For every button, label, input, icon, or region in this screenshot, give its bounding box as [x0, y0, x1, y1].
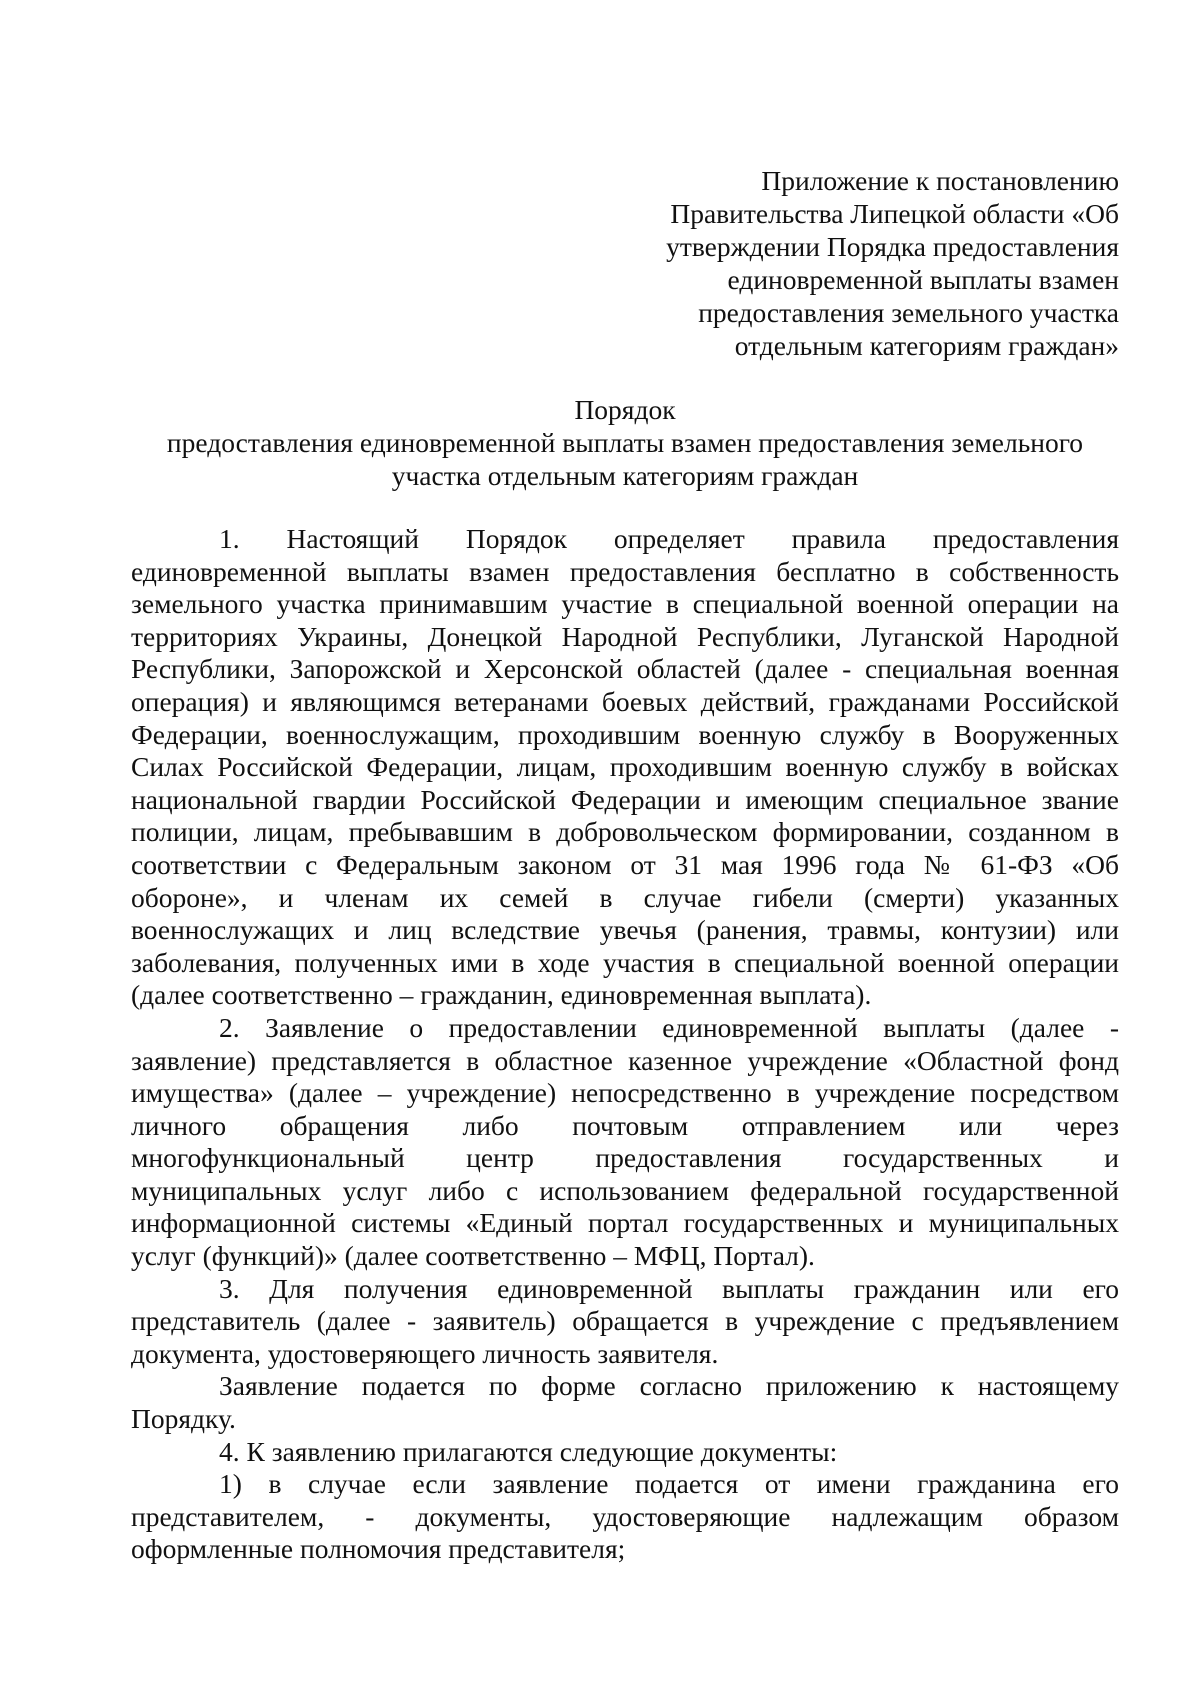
- paragraph-1-line: земельного участка принимавшим участие в специальной военной операции на: [131, 588, 1119, 620]
- paragraph-2-line: муниципальных услуг либо с использованием федеральной государственной: [131, 1174, 1119, 1206]
- document-body: [131, 523, 1119, 1566]
- paragraph-1-line: операция) и являющимся ветеранами боевых действий, гражданами Российской: [131, 685, 1119, 717]
- subitem-1-line: 1) в случае если заявление подается от имени гражданина его: [219, 1468, 1119, 1500]
- document-title: [131, 393, 1119, 492]
- paragraph-2-line: 2. Заявление о предоставлении единовременной выплаты (далее -: [219, 1011, 1119, 1043]
- paragraph-1-line: национальной гвардии Российской Федерации и имеющим специальное звание: [131, 783, 1119, 815]
- paragraph-2-line: заявление) представляется в областное казенное учреждение «Областной фонд: [131, 1044, 1119, 1076]
- paragraph-3-line: представитель (далее - заявитель) обращается в учреждение с предъявлением: [131, 1305, 1119, 1337]
- title-heading: Порядок: [574, 394, 676, 425]
- paragraph-1-line: (далее соответственно – гражданин, единовременная выплата).: [131, 979, 872, 1011]
- paragraph-1-line: Федерации, военнослужащим, проходившим военную службу в Вооруженных: [131, 718, 1119, 750]
- paragraph-1-line: соответствии с Федеральным законом от 31 мая 1996 года № 61-ФЗ «Об: [131, 848, 1119, 880]
- paragraph-1-line: военнослужащих и лиц вследствие увечья (ранения, травмы, контузии) или: [131, 914, 1119, 946]
- paragraph-1-line: обороне», и членам их семей в случае гибели (смерти) указанных: [131, 881, 1119, 913]
- appendix-line: Правительства Липецкой области «Об: [670, 198, 1119, 229]
- paragraph-1-line: 1. Настоящий Порядок определяет правила предоставления: [219, 523, 1119, 554]
- title-subtitle-line: предоставления единовременной выплаты взамен предоставления земельного: [166, 427, 1084, 458]
- paragraph-3b-line: Заявление подается по форме согласно приложению к настоящему: [219, 1370, 1119, 1402]
- subitem-1-line: оформленные полномочия представителя;: [131, 1533, 626, 1565]
- paragraph-2-line: многофункциональный центр предоставления государственных и: [131, 1142, 1119, 1174]
- paragraph-1-line: территориях Украины, Донецкой Народной Республики, Луганской Народной: [131, 620, 1119, 652]
- paragraph-2-line: личного обращения либо почтовым отправлением или через: [131, 1109, 1119, 1141]
- paragraph-1-line: полиции, лицам, пребывавшим в добровольческом формировании, созданном в: [131, 816, 1119, 848]
- title-subtitle-line: участка отдельным категориям граждан: [391, 460, 859, 491]
- paragraph-3b-line: Порядку.: [131, 1403, 236, 1435]
- paragraph-1-line: Силах Российской Федерации, лицам, проходившим военную службу в войсках: [131, 751, 1119, 783]
- paragraph-3-line: документа, удостоверяющего личность заявителя.: [131, 1337, 719, 1369]
- appendix-line: предоставления земельного участка: [698, 297, 1119, 328]
- paragraph-4-line: 4. К заявлению прилагаются следующие документы:: [219, 1435, 838, 1467]
- paragraph-2-line: услуг (функций)» (далее соответственно – МФЦ, Портал).: [131, 1240, 815, 1272]
- paragraph-1-line: Республики, Запорожской и Херсонской областей (далее - специальная военная: [131, 653, 1119, 685]
- appendix-header: [599, 164, 1119, 362]
- paragraph-2-line: имущества» (далее – учреждение) непосредственно в учреждение посредством: [131, 1077, 1119, 1109]
- appendix-line: Приложение к постановлению: [761, 165, 1119, 196]
- paragraph-1-line: заболевания, полученных ими в ходе участия в специальной военной операции: [131, 946, 1119, 978]
- subitem-1-line: представителем, - документы, удостоверяющие надлежащим образом: [131, 1500, 1119, 1532]
- appendix-line: единовременной выплаты взамен: [727, 264, 1119, 295]
- document-page: [131, 0, 1119, 1697]
- appendix-line: утверждении Порядка предоставления: [666, 231, 1119, 262]
- paragraph-1-line: единовременной выплаты взамен предоставления бесплатно в собственность: [131, 555, 1119, 587]
- paragraph-2-line: информационной системы «Единый портал государственных и муниципальных: [131, 1207, 1119, 1239]
- appendix-line: отдельным категориям граждан»: [734, 330, 1119, 361]
- paragraph-3-line: 3. Для получения единовременной выплаты гражданин или его: [219, 1272, 1119, 1304]
